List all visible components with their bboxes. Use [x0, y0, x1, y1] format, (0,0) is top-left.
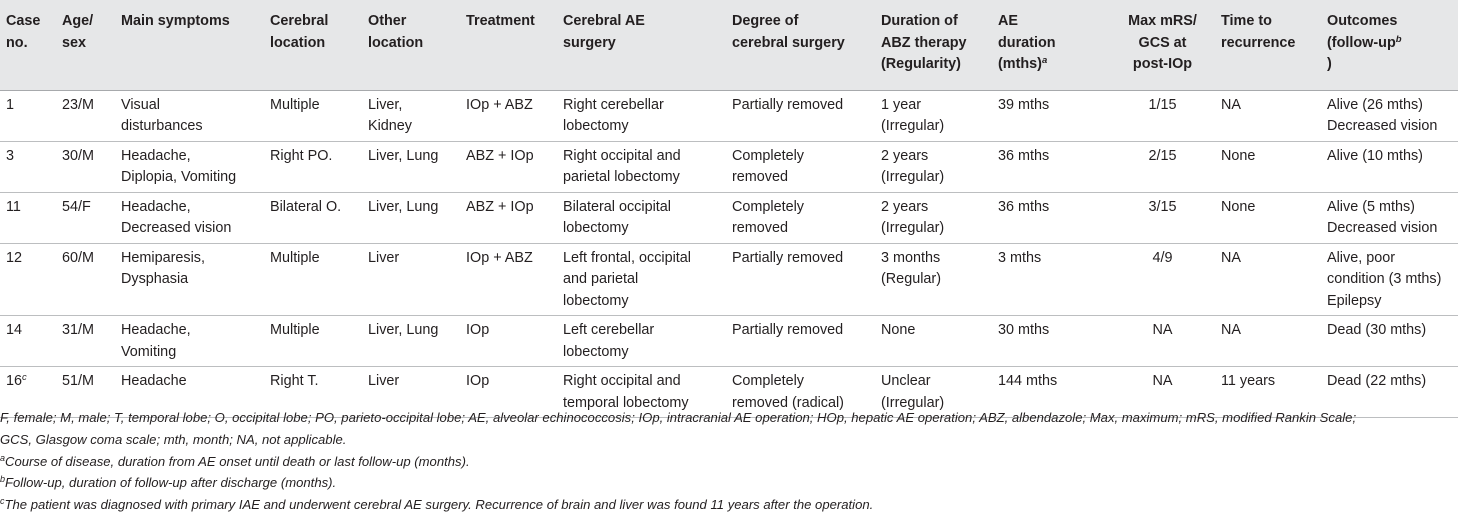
header-cerebral-location	[264, 0, 362, 90]
cell-line: Partially removed	[732, 249, 844, 266]
footnote	[0, 451, 1458, 473]
cell-cerebral-location	[264, 192, 362, 243]
cell-age-sex	[56, 141, 115, 192]
header-time-to-recurrence	[1215, 0, 1321, 90]
cell-line: 30 mths	[998, 322, 1050, 338]
header-ae-duration	[992, 0, 1110, 90]
cell-other-location	[362, 316, 460, 367]
cell-cerebral-location	[264, 316, 362, 367]
cell-line: removed	[732, 220, 788, 236]
cell-line: Liver,	[368, 96, 403, 113]
cell-case	[0, 316, 56, 367]
footnote-marker: c	[22, 372, 27, 383]
cell-value: 31/M	[62, 322, 94, 338]
header-age-sex	[56, 0, 115, 90]
cell-line: Completely	[732, 373, 804, 389]
cell-line: lobectomy	[563, 220, 629, 236]
header-line: GCS at	[1138, 34, 1187, 51]
cell-treatment	[460, 90, 557, 141]
cell-line: (Irregular)	[881, 169, 945, 185]
cell-line: Vomiting	[121, 343, 177, 360]
cell-value: 4/9	[1152, 249, 1173, 266]
cell-line: Liver, Lung	[368, 322, 439, 338]
cell-line: Dead (22 mths)	[1327, 373, 1427, 389]
cell-value: 60/M	[62, 249, 94, 266]
cell-line: Headache,	[121, 147, 191, 164]
cell-value: NA	[1221, 322, 1241, 338]
footnote	[0, 472, 1458, 494]
header-line: Cerebral AE	[563, 13, 645, 29]
header-line: ($follow-up^b$	[1327, 33, 1402, 51]
cell-treatment	[460, 141, 557, 192]
cell-age-sex	[56, 316, 115, 367]
header-line: (mths)$^a$	[998, 55, 1048, 72]
cell-line: Liver, Lung	[368, 147, 439, 164]
cell-degree-of-surgery	[726, 243, 875, 316]
cell-line: Right PO.	[270, 147, 333, 164]
cell-main-symptoms	[115, 243, 264, 316]
cell-value: 16	[6, 373, 23, 389]
cell-line: Decreased vision	[1327, 118, 1438, 134]
cell-line: (Irregular)	[881, 118, 945, 134]
cell-line: 3 months	[881, 249, 941, 266]
header-treatment	[460, 0, 557, 90]
footnote-marker: a	[0, 452, 6, 463]
header-line: surgery	[563, 34, 616, 51]
cell-line: Decreased vision	[1327, 220, 1438, 236]
cell-cerebral-location	[264, 243, 362, 316]
cell-value: 51/M	[62, 373, 94, 389]
cell-abz-duration	[875, 141, 992, 192]
header-line: location	[270, 34, 326, 51]
cell-value: 14	[6, 322, 23, 338]
cell-line: temporal lobectomy	[563, 394, 689, 411]
header-row	[0, 0, 1458, 90]
cell-line: disturbances	[121, 118, 203, 134]
cell-degree-of-surgery	[726, 90, 875, 141]
header-line: Other	[368, 13, 407, 29]
footnote-marker: b	[1395, 33, 1402, 45]
header-abz-duration	[875, 0, 992, 90]
header-line: duration	[998, 34, 1056, 51]
header-line: Treatment	[466, 13, 535, 29]
cell-abz-duration	[875, 243, 992, 316]
header-line: ABZ therapy	[881, 34, 967, 51]
cell-degree-of-surgery	[726, 192, 875, 243]
header-line: post-IOp	[1132, 56, 1193, 72]
cell-treatment	[460, 192, 557, 243]
cell-line: Decreased vision	[121, 220, 232, 236]
cell-value: 3/15	[1148, 198, 1177, 215]
table-row	[0, 243, 1458, 316]
footnote-marker: b	[0, 474, 6, 485]
table-row	[0, 141, 1458, 192]
cell-cerebral-ae-surgery	[557, 90, 726, 141]
cell-value: 54/F	[62, 198, 91, 215]
cell-ae-duration	[992, 141, 1110, 192]
cell-line: lobectomy	[563, 118, 629, 134]
cell-value: None	[1221, 198, 1256, 215]
cell-cerebral-ae-surgery	[557, 141, 726, 192]
cell-line: Right T.	[270, 373, 319, 389]
cell-line: 2 years	[881, 198, 929, 215]
cell-max-mrs-gcs	[1110, 243, 1215, 316]
header-line: Duration of	[881, 13, 958, 29]
cell-line: (Regular)	[881, 271, 941, 287]
header-line: no.	[6, 34, 28, 51]
cell-value: 2/15	[1148, 147, 1177, 164]
cell-line: Diplopia, Vomiting	[121, 169, 237, 185]
cell-line: Epilepsy	[1327, 292, 1382, 309]
cell-cerebral-ae-surgery	[557, 243, 726, 316]
cell-max-mrs-gcs	[1110, 192, 1215, 243]
table-row	[0, 90, 1458, 141]
cell-line: Partially removed	[732, 322, 844, 338]
cell-line: lobectomy	[563, 292, 629, 309]
cell-line: Right occipital and	[563, 147, 681, 164]
footnote-text: F, female; M, male; T, temporal lobe; O, occipital lobe; PO, parieto-occipital lobe; AE, alveolar echinococcosis; IOp, intracranial AE operation; HOp, hepatic AE operation; ABZ, albendazole; Max, maximum; mRS, modified Rankin Scale;	[0, 410, 1357, 425]
cell-line: Multiple	[270, 322, 320, 338]
header-degree-of-surgery	[726, 0, 875, 90]
cell-time-to-recurrence	[1215, 243, 1321, 316]
cell-case	[0, 192, 56, 243]
header-line: location	[368, 34, 424, 51]
cell-line: Headache,	[121, 198, 191, 215]
cell-time-to-recurrence	[1215, 316, 1321, 367]
footnote-text: Follow-up, duration of follow-up after discharge (months).	[5, 475, 337, 491]
footnote-text: The patient was diagnosed with primary IAE and underwent cerebral AE surgery. Recurrence of brain and liver was found 11 years after the operation.	[4, 497, 874, 513]
cell-max-mrs-gcs	[1110, 316, 1215, 367]
cell-time-to-recurrence	[1215, 192, 1321, 243]
cell-line: Left cerebellar	[563, 322, 655, 338]
cell-treatment	[460, 316, 557, 367]
cell-ae-duration	[992, 192, 1110, 243]
cell-line: ABZ + IOp	[466, 147, 534, 164]
cell-abz-duration	[875, 192, 992, 243]
cell-line: and parietal	[563, 271, 639, 287]
header-line: Time to	[1221, 13, 1272, 29]
cell-value: 11 years	[1221, 373, 1276, 389]
cell-main-symptoms	[115, 192, 264, 243]
footnote	[0, 429, 1458, 451]
cell-value: NA	[1221, 249, 1241, 266]
cell-ae-duration	[992, 316, 1110, 367]
table-body	[0, 90, 1458, 418]
cell-line: Partially removed	[732, 96, 844, 113]
cell-age-sex	[56, 192, 115, 243]
cell-line: Visual	[121, 96, 160, 113]
header-other-location	[362, 0, 460, 90]
cell-line: Left frontal, occipital	[563, 249, 691, 266]
cell-other-location	[362, 141, 460, 192]
cell-line: None	[881, 322, 916, 338]
cell-line: Liver	[368, 249, 400, 266]
cell-main-symptoms	[115, 90, 264, 141]
cell-value: 1/15	[1148, 96, 1177, 113]
cell-degree-of-surgery	[726, 141, 875, 192]
cell-line: 3 mths	[998, 249, 1042, 266]
cell-line: removed (radical)	[732, 394, 844, 411]
header-line: Max mRS/	[1128, 13, 1197, 29]
cell-line: Hemiparesis,	[121, 249, 205, 266]
cell-value: NA	[1221, 96, 1241, 113]
cell-line: Headache	[121, 373, 187, 389]
cell-line: 36 mths	[998, 198, 1050, 215]
cell-line: 39 mths	[998, 96, 1050, 113]
cell-case	[0, 141, 56, 192]
cell-line: Alive (10 mths)	[1327, 147, 1423, 164]
cell-case	[0, 90, 56, 141]
cell-line: Right cerebellar	[563, 96, 664, 113]
cell-outcomes	[1321, 141, 1458, 192]
header-line: Outcomes	[1327, 13, 1398, 29]
cell-line: IOp	[466, 322, 490, 338]
footnote	[0, 407, 1458, 429]
cell-line: Headache,	[121, 322, 191, 338]
cell-ae-duration	[992, 90, 1110, 141]
cell-max-mrs-gcs	[1110, 141, 1215, 192]
cell-line: ABZ + IOp	[466, 198, 534, 215]
header-line: AE	[998, 13, 1018, 29]
cell-time-to-recurrence	[1215, 90, 1321, 141]
cell-line: lobectomy	[563, 343, 629, 360]
header-line: Cerebral	[270, 13, 329, 29]
cell-line: Alive (26 mths)	[1327, 96, 1423, 113]
cell-outcomes	[1321, 316, 1458, 367]
cell-line: Completely	[732, 147, 804, 164]
cell-abz-duration	[875, 90, 992, 141]
cell-other-location	[362, 192, 460, 243]
cell-value: 11	[6, 198, 21, 215]
cell-line: Alive, poor	[1327, 249, 1395, 266]
footnote-text: Course of disease, duration from AE onset until death or last follow-up (months).	[5, 453, 470, 469]
cell-max-mrs-gcs	[1110, 90, 1215, 141]
cell-cerebral-location	[264, 141, 362, 192]
cell-line: Liver, Lung	[368, 198, 439, 215]
cell-outcomes	[1321, 192, 1458, 243]
cell-value: NA	[1152, 373, 1173, 389]
cell-line: Completely	[732, 198, 804, 215]
header-line: sex	[62, 34, 87, 51]
cell-degree-of-surgery	[726, 316, 875, 367]
header-line: Case	[6, 13, 41, 29]
cell-main-symptoms	[115, 141, 264, 192]
cell-line: Bilateral occipital	[563, 198, 671, 215]
header-line: cerebral surgery	[732, 34, 845, 51]
cell-cerebral-location	[264, 90, 362, 141]
table-row	[0, 192, 1458, 243]
cell-line: Right occipital and	[563, 373, 681, 389]
cell-line: condition (3 mths)	[1327, 271, 1442, 287]
cell-cerebral-ae-surgery	[557, 316, 726, 367]
header-max-mrs-gcs	[1110, 0, 1215, 90]
cell-line: 2 years	[881, 147, 929, 164]
cell-line: 144 mths	[998, 373, 1058, 389]
cell-age-sex	[56, 243, 115, 316]
cell-ae-duration	[992, 243, 1110, 316]
cell-value: None	[1221, 147, 1256, 164]
cell-treatment	[460, 243, 557, 316]
cell-line: IOp + ABZ	[466, 249, 533, 266]
cell-line: parietal lobectomy	[563, 169, 680, 185]
header-line: Age/	[62, 13, 94, 29]
header-line: (Regularity)	[881, 56, 961, 72]
cell-abz-duration	[875, 316, 992, 367]
cell-line: removed	[732, 169, 788, 185]
cell-line: Dead (30 mths)	[1327, 322, 1427, 338]
header-outcomes	[1321, 0, 1458, 90]
cell-main-symptoms	[115, 316, 264, 367]
cell-value: 12	[6, 249, 23, 266]
footnote-text: GCS, Glasgow coma scale; mth, month; NA, not applicable.	[0, 431, 347, 447]
cell-line: Multiple	[270, 249, 320, 266]
cell-value: 3	[6, 147, 15, 164]
cell-case	[0, 243, 56, 316]
cell-line: (Irregular)	[881, 394, 945, 411]
header-cerebral-ae-surgery	[557, 0, 726, 90]
header-line: Degree of	[732, 13, 799, 29]
cell-value: NA	[1152, 322, 1173, 338]
cell-value: 23/M	[62, 96, 94, 113]
footnote-marker: c	[0, 496, 5, 507]
header-line: )	[1327, 56, 1332, 72]
cell-line: (Irregular)	[881, 220, 945, 236]
cell-line: Dysphasia	[121, 271, 189, 287]
header-line: Main symptoms	[121, 13, 230, 29]
cell-value: 30/M	[62, 147, 94, 164]
cell-other-location	[362, 90, 460, 141]
cell-line: 36 mths	[998, 147, 1050, 164]
cell-age-sex	[56, 90, 115, 141]
cell-line: 1 year	[881, 96, 921, 113]
footnote-marker: a	[1041, 55, 1048, 66]
header-case	[0, 0, 56, 90]
cell-line: Liver	[368, 373, 400, 389]
cell-outcomes	[1321, 243, 1458, 316]
cell-line: IOp + ABZ	[466, 96, 533, 113]
cell-line: Unclear	[881, 373, 931, 389]
cell-outcomes	[1321, 90, 1458, 141]
cell-line: Multiple	[270, 96, 320, 113]
cell-other-location	[362, 243, 460, 316]
cell-line: Alive (5 mths)	[1327, 198, 1415, 215]
header-line: recurrence	[1221, 34, 1296, 51]
cell-value: 1	[6, 96, 15, 113]
header-main-symptoms	[115, 0, 264, 90]
table-footnotes	[0, 407, 1458, 516]
cell-time-to-recurrence	[1215, 141, 1321, 192]
cell-line: IOp	[466, 373, 490, 389]
table-row	[0, 316, 1458, 367]
footnote	[0, 494, 1458, 516]
cell-cerebral-ae-surgery	[557, 192, 726, 243]
cell-line: Bilateral O.	[270, 198, 342, 215]
cell-line: Kidney	[368, 118, 413, 134]
